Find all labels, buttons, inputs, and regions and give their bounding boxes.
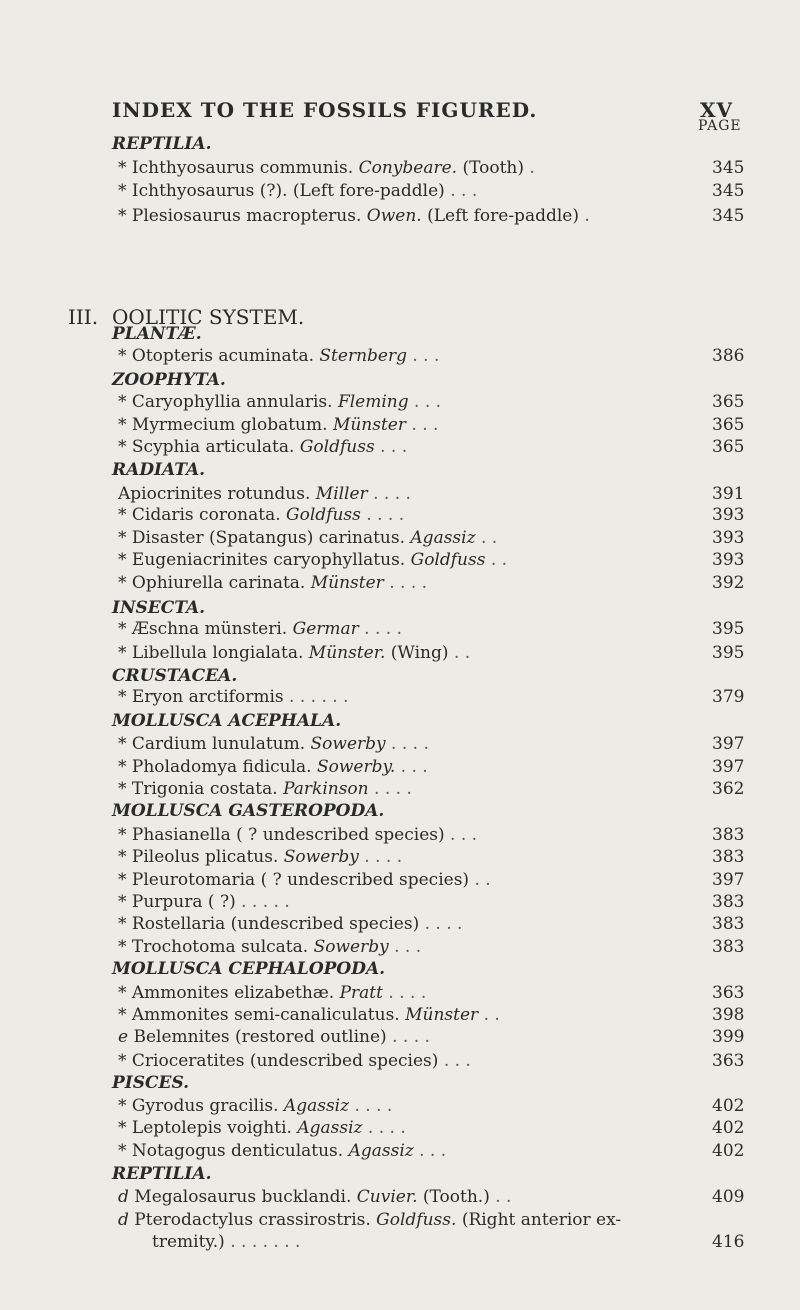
page-number: 383	[712, 937, 745, 957]
author-name: Sternberg	[319, 346, 413, 366]
species-name: Scyphia articulata.	[131, 437, 300, 457]
category-heading	[0, 959, 800, 985]
species-name: Leptolepis voighti.	[131, 1118, 298, 1138]
leader-dots: . . .	[450, 181, 478, 201]
page-number: 395	[712, 619, 745, 639]
leader-dots: . . .	[412, 346, 440, 366]
entry-marker: *	[118, 573, 132, 593]
specimen-note: (Left fore-paddle)	[427, 206, 585, 226]
category-label: MOLLUSCA ACEPHALA.	[112, 711, 342, 731]
category-label: INSECTA.	[112, 598, 206, 618]
author-name: Germar	[292, 619, 365, 639]
author-name: Goldfuss	[286, 505, 367, 525]
entry-text	[118, 206, 590, 226]
entry-text	[118, 983, 426, 1003]
category-heading	[0, 134, 800, 160]
entry-marker: *	[118, 914, 132, 934]
page-number: 393	[712, 550, 745, 570]
running-header-page-number: XV	[700, 98, 734, 122]
author-name: Goldfuss	[410, 550, 491, 570]
species-name: Æschna münsteri.	[131, 619, 293, 639]
page-number: 362	[712, 779, 745, 799]
leader-dots: . . . . . .	[289, 687, 349, 707]
entry-marker: *	[118, 870, 132, 890]
leader-dots: . .	[453, 643, 471, 663]
entry-text	[118, 505, 404, 525]
page-number: 365	[712, 392, 745, 412]
author-name: Conybeare.	[358, 158, 463, 178]
entry-marker: *	[118, 779, 132, 799]
leader-dots: . . .	[443, 1051, 471, 1071]
page-number: 397	[712, 757, 745, 777]
leader-dots: . . .	[400, 757, 428, 777]
species-name: Gyrodus gracilis.	[131, 1096, 284, 1116]
leader-dots: . . .	[380, 437, 408, 457]
author-name: Miller	[315, 484, 374, 504]
page-number: 383	[712, 847, 745, 867]
species-name: Purpura ( ?)	[131, 892, 242, 912]
page-number: 402	[712, 1141, 745, 1161]
author-name: Agassiz	[283, 1096, 355, 1116]
leader-dots: . .	[483, 1005, 500, 1025]
species-name: Pholadomya fidicula.	[131, 757, 317, 777]
category-label: PISCES.	[112, 1073, 190, 1093]
entry-text	[118, 528, 497, 548]
entry-marker: *	[118, 937, 132, 957]
entry-text	[118, 392, 441, 412]
species-name: Ophiurella carinata.	[131, 573, 311, 593]
author-name: Sowerby.	[317, 757, 401, 777]
entry-marker: d	[118, 1210, 135, 1230]
index-entry	[0, 206, 800, 232]
leader-dots: . .	[495, 1187, 512, 1207]
author-name: Münster	[310, 573, 390, 593]
page-number: 363	[712, 983, 745, 1003]
species-name: Trochotoma sulcata.	[131, 937, 314, 957]
running-header-title: INDEX TO THE FOSSILS FIGURED.	[112, 98, 538, 122]
index-entry	[0, 346, 800, 372]
page-number: 397	[712, 870, 745, 890]
page-number: 383	[712, 914, 745, 934]
entry-text	[118, 892, 290, 912]
leader-dots: . . . .	[389, 573, 428, 593]
page-number: 345	[712, 206, 745, 226]
entry-marker: *	[118, 757, 132, 777]
page-number: 393	[712, 528, 745, 548]
category-label: MOLLUSCA CEPHALOPODA.	[112, 959, 386, 979]
species-name: Caryophyllia annularis.	[131, 392, 338, 412]
page-number: 365	[712, 415, 745, 435]
leader-dots: .	[529, 158, 535, 178]
specimen-note: (Tooth)	[462, 158, 530, 178]
category-label: ZOOPHYTA.	[112, 370, 226, 390]
species-name: Ichthyosaurus communis.	[131, 158, 359, 178]
author-name: Pratt	[339, 983, 389, 1003]
entry-text	[118, 550, 507, 570]
species-name: Plesiosaurus macropterus.	[131, 206, 367, 226]
author-name: Goldfuss.	[376, 1210, 462, 1230]
page-number: 402	[712, 1096, 745, 1116]
leader-dots: . . . .	[392, 1027, 430, 1047]
leader-dots: . . .	[450, 825, 478, 845]
index-entry	[0, 619, 800, 645]
author-name: Sowerby	[313, 937, 395, 957]
entry-text	[118, 1141, 446, 1161]
author-name: Agassiz	[348, 1141, 420, 1161]
entry-text	[118, 687, 348, 707]
species-name: Megalosaurus bucklandi.	[134, 1187, 357, 1207]
leader-dots: . . .	[411, 415, 439, 435]
leader-dots: . . . . .	[241, 892, 290, 912]
leader-dots: .	[584, 206, 590, 226]
author-name: Owen.	[366, 206, 428, 226]
author-name: Agassiz	[410, 528, 481, 548]
page-number: 409	[712, 1187, 745, 1207]
species-name: Pileolus plicatus.	[131, 847, 284, 867]
entry-marker: *	[118, 1118, 132, 1138]
category-heading	[0, 460, 800, 486]
section-title: OOLITIC SYSTEM.	[112, 305, 305, 329]
entry-text	[118, 825, 477, 845]
category-heading	[0, 801, 800, 827]
entry-marker: *	[118, 734, 132, 754]
leader-dots: . . . .	[374, 779, 412, 799]
author-name: Goldfuss	[299, 437, 381, 457]
species-name: Notagogus denticulatus.	[131, 1141, 349, 1161]
author-name: Fleming	[337, 392, 415, 412]
page-number: 397	[712, 734, 745, 754]
entry-marker: *	[118, 206, 132, 226]
category-label: PLANTÆ.	[112, 324, 202, 344]
entry-text	[118, 734, 429, 754]
leader-dots: . . . . . . .	[230, 1232, 301, 1252]
page-number: 386	[712, 346, 745, 366]
species-name: Cidaris coronata.	[131, 505, 287, 525]
entry-text	[118, 847, 402, 867]
entry-marker: *	[118, 825, 132, 845]
species-name: Cardium lunulatum.	[131, 734, 311, 754]
page-number: 383	[712, 892, 745, 912]
specimen-note: (Wing)	[390, 643, 454, 663]
entry-text	[118, 158, 535, 178]
species-name: Otopteris acuminata.	[131, 346, 320, 366]
species-name: Crioceratites (undescribed species)	[131, 1051, 444, 1071]
author-name: Parkinson	[283, 779, 375, 799]
category-label: REPTILIA.	[112, 1164, 212, 1184]
entry-text	[118, 1210, 621, 1230]
entry-text	[118, 484, 411, 504]
leader-dots: . . .	[394, 937, 422, 957]
entry-marker: *	[118, 687, 132, 707]
leader-dots: . . . .	[388, 983, 427, 1003]
species-name: Disaster (Spatangus) carinatus.	[131, 528, 411, 548]
entry-marker: *	[118, 505, 132, 525]
author-name: Münster	[405, 1005, 484, 1025]
page-number: 379	[712, 687, 745, 707]
entry-marker: *	[118, 528, 132, 548]
entry-marker: *	[118, 437, 132, 457]
entry-marker: e	[118, 1027, 134, 1047]
leader-dots: . . . .	[366, 505, 405, 525]
leader-dots: . .	[490, 550, 508, 570]
leader-dots: . . . .	[424, 914, 463, 934]
category-label: MOLLUSCA GASTEROPODA.	[112, 801, 385, 821]
leader-dots: . . . .	[364, 847, 403, 867]
category-label: CRUSTACEA.	[112, 666, 238, 686]
entry-marker: *	[118, 643, 132, 663]
entry-marker: *	[118, 847, 132, 867]
species-name: Trigonia costata.	[131, 779, 284, 799]
entry-text	[118, 1005, 500, 1025]
entry-text	[118, 870, 491, 890]
index-entry-continuation	[0, 1232, 800, 1258]
entry-marker: *	[118, 415, 132, 435]
entry-text	[118, 573, 427, 593]
entry-marker: *	[118, 1141, 132, 1161]
leader-dots: . . . .	[364, 619, 402, 639]
entry-marker: *	[118, 158, 132, 178]
species-name: Myrmecium globatum.	[131, 415, 333, 435]
entry-text	[118, 914, 462, 934]
page-number: 345	[712, 158, 745, 178]
entry-text	[118, 1096, 392, 1116]
entry-text	[118, 1027, 430, 1047]
entry-marker: *	[118, 619, 132, 639]
species-name: Phasianella ( ? undescribed species)	[131, 825, 451, 845]
leader-dots: . . . .	[373, 484, 411, 504]
leader-dots: . . . .	[354, 1096, 393, 1116]
species-name: Ichthyosaurus (?).	[131, 181, 293, 201]
page-number: 393	[712, 505, 745, 525]
entry-marker: *	[118, 392, 132, 412]
entry-text	[118, 1118, 406, 1138]
index-entry	[0, 1027, 800, 1053]
entry-text	[118, 937, 421, 957]
page-number: 402	[712, 1118, 745, 1138]
leader-dots: . . .	[419, 1141, 447, 1161]
species-name: Eugeniacrinites caryophyllatus.	[131, 550, 411, 570]
entry-marker: *	[118, 1096, 132, 1116]
entry-text	[118, 757, 428, 777]
index-entry	[0, 687, 800, 713]
entry-text: tremity.) . . . . . . .	[152, 1232, 301, 1252]
page-number: 383	[712, 825, 745, 845]
entry-marker: *	[118, 983, 132, 1003]
category-label: RADIATA.	[112, 460, 206, 480]
specimen-note: (Right anterior ex-	[461, 1210, 622, 1230]
entry-marker: *	[118, 346, 132, 366]
leader-dots: . . . .	[367, 1118, 406, 1138]
specimen-note: (Left fore-paddle)	[292, 181, 451, 201]
entry-text	[118, 619, 402, 639]
leader-dots: . .	[474, 870, 491, 890]
section-number: III.	[68, 305, 99, 329]
specimen-note: (Tooth.)	[422, 1187, 496, 1207]
entry-text	[118, 1187, 511, 1207]
species-name: Belemnites (restored outline)	[133, 1027, 393, 1047]
page-number: 365	[712, 437, 745, 457]
index-entry	[0, 573, 800, 599]
entry-text	[118, 643, 470, 663]
author-name: Sowerby	[310, 734, 392, 754]
author-name: Cuvier.	[356, 1187, 423, 1207]
species-name: Libellula longialata.	[131, 643, 309, 663]
species-name: Rostellaria (undescribed species)	[131, 914, 425, 934]
author-name: Sowerby	[283, 847, 365, 867]
page-number: 395	[712, 643, 745, 663]
entry-text	[118, 437, 407, 457]
author-name: Agassiz	[297, 1118, 368, 1138]
species-name: Apiocrinites rotundus.	[118, 484, 316, 504]
leader-dots: . . .	[414, 392, 442, 412]
entry-marker: d	[118, 1187, 135, 1207]
species-name: Pleurotomaria ( ? undescribed species)	[131, 870, 475, 890]
species-name: Pterodactylus crassirostris.	[134, 1210, 377, 1230]
entry-text	[118, 1051, 471, 1071]
leader-dots: . .	[480, 528, 498, 548]
entry-text	[118, 181, 477, 201]
page-number: 416	[712, 1232, 745, 1252]
species-name: Ammonites elizabethæ.	[131, 983, 340, 1003]
species-name: Eryon arctiformis	[131, 687, 290, 707]
entry-marker: *	[118, 1005, 132, 1025]
author-name: Münster.	[308, 643, 391, 663]
entry-text	[118, 346, 439, 366]
entry-text	[118, 415, 438, 435]
index-entry	[0, 181, 800, 207]
page-number: 345	[712, 181, 745, 201]
author-name: Münster	[332, 415, 412, 435]
entry-marker: *	[118, 1051, 132, 1071]
entry-marker: *	[118, 181, 132, 201]
page-number: 363	[712, 1051, 745, 1071]
entry-marker: *	[118, 892, 132, 912]
page-number: 399	[712, 1027, 745, 1047]
category-label: REPTILIA.	[112, 134, 212, 154]
species-name: Ammonites semi-canaliculatus.	[131, 1005, 406, 1025]
page-number: 391	[712, 484, 745, 504]
entry-marker: *	[118, 550, 132, 570]
page-column-label: PAGE	[698, 118, 742, 134]
page-number: 392	[712, 573, 745, 593]
page-number: 398	[712, 1005, 745, 1025]
entry-text	[118, 779, 412, 799]
leader-dots: . . . .	[391, 734, 429, 754]
